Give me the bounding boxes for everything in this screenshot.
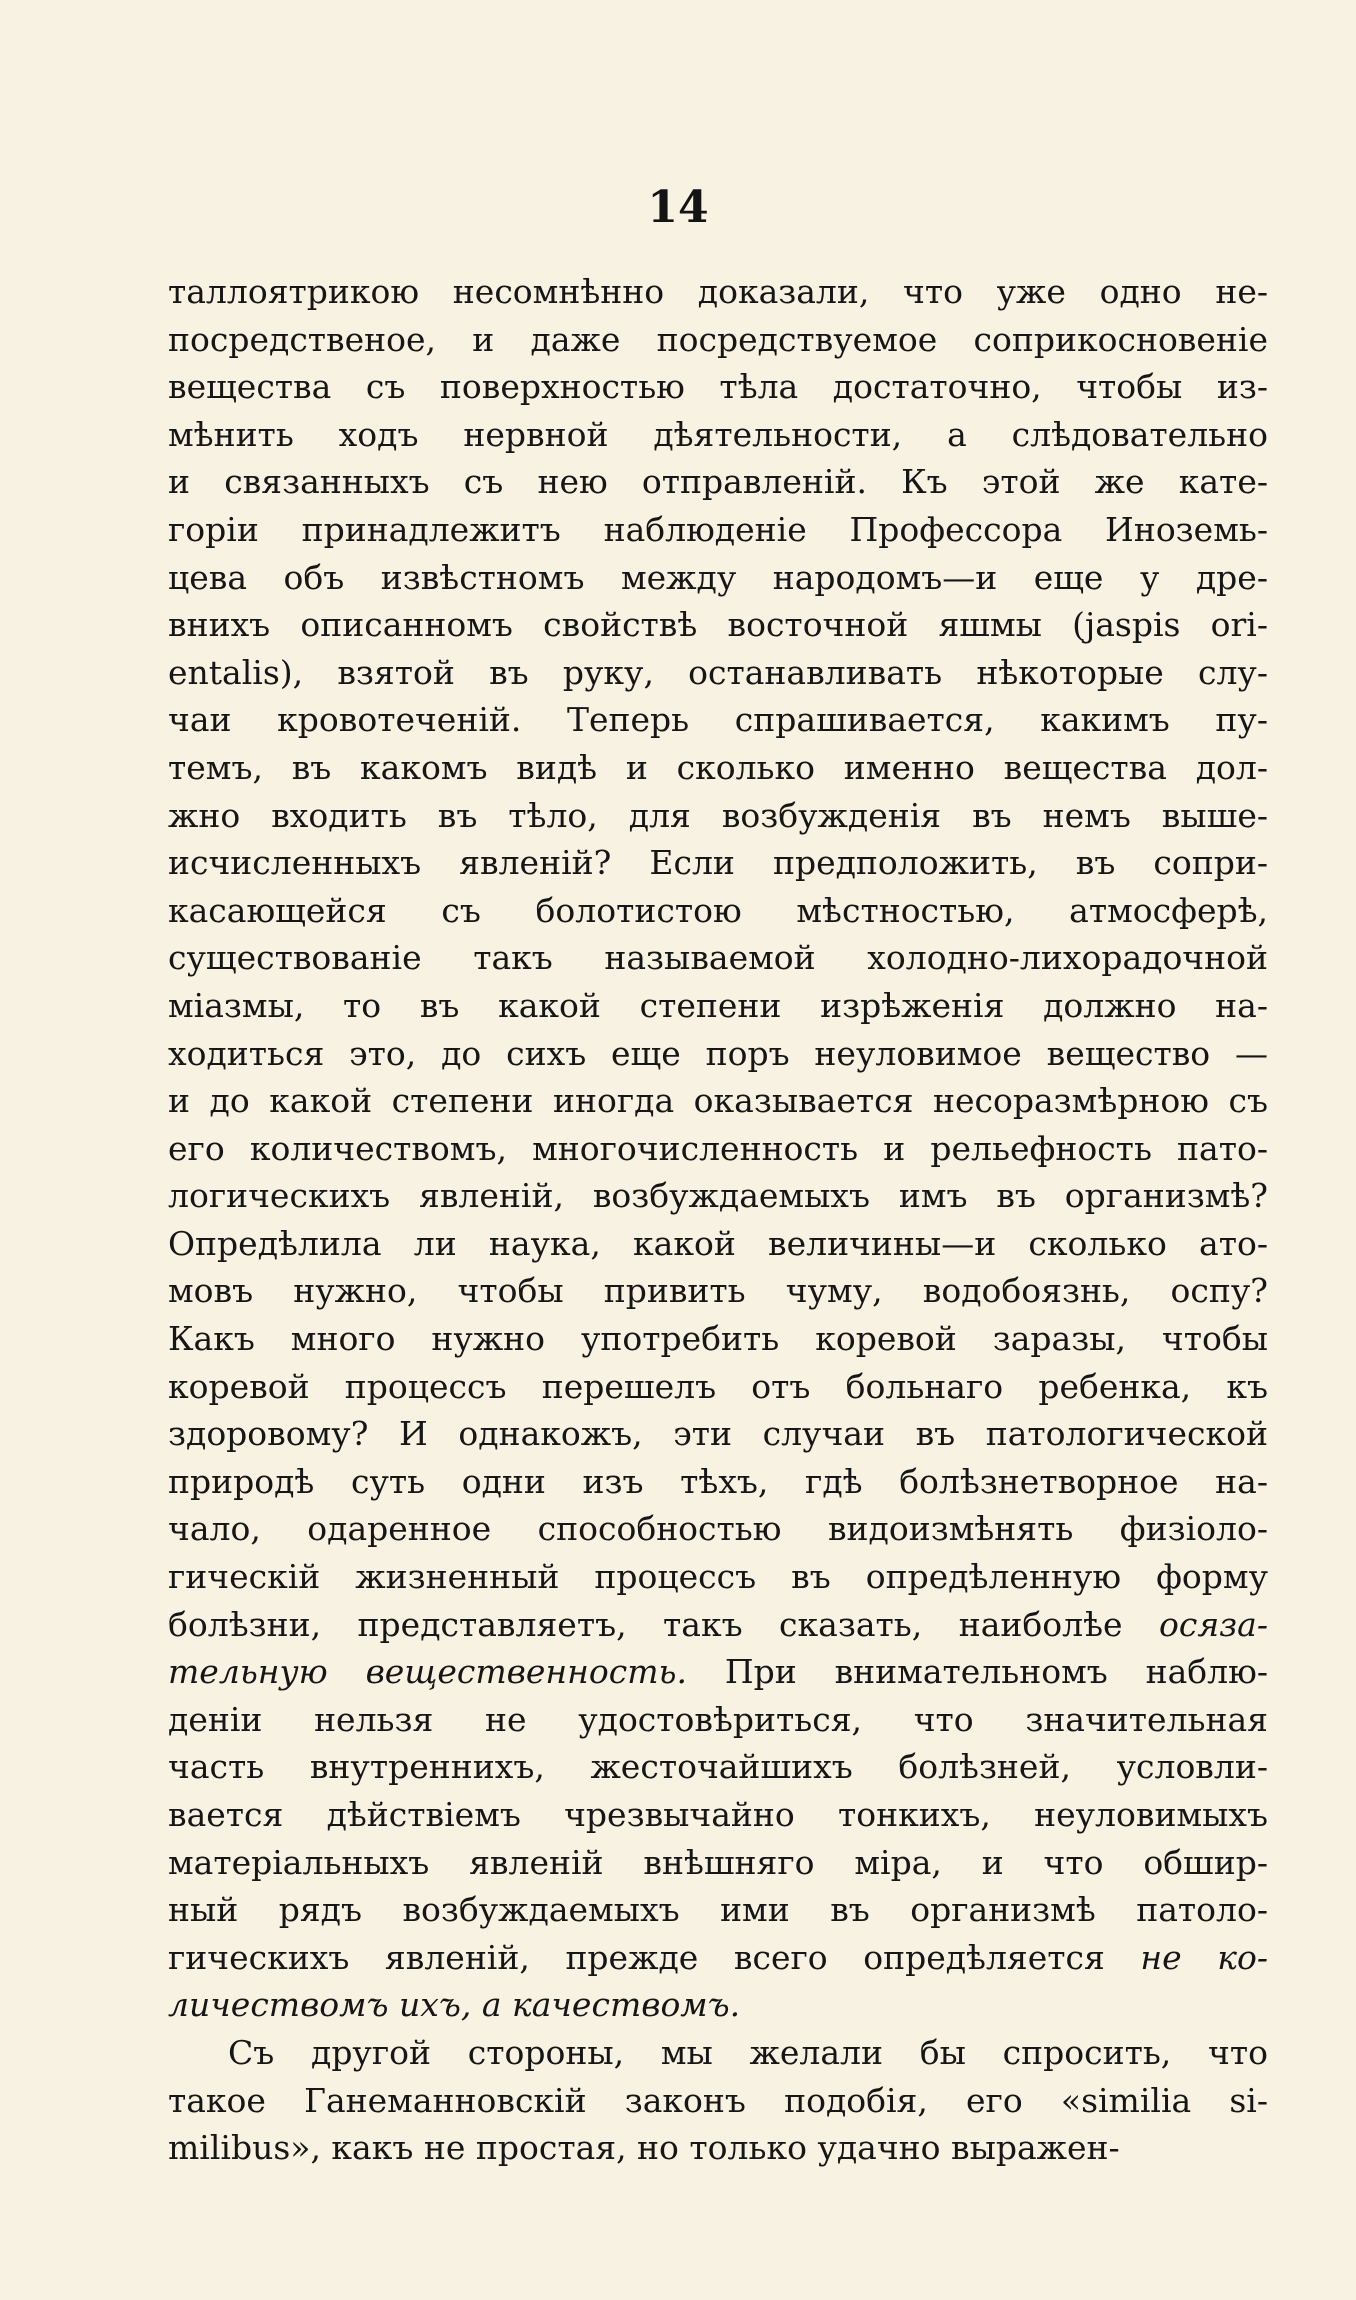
text-line — [168, 1220, 1268, 1268]
text-run: гическихъ явленій, прежде всего опредѣляется — [168, 1937, 1141, 1977]
text-run: ный рядъ возбуждаемыхъ ими въ организмѣ патоло- — [168, 1890, 1268, 1930]
italic-text: тельную вещественность. — [168, 1652, 687, 1692]
text-line — [168, 839, 1268, 887]
text-run: мѣнить ходъ нервной дѣятельности, а слѣдовательно — [168, 414, 1268, 454]
text-line — [168, 792, 1268, 840]
text-line — [168, 1410, 1268, 1458]
text-run: вещества съ поверхностью тѣла достаточно, чтобы из- — [168, 367, 1268, 407]
text-line — [168, 363, 1268, 411]
text-run: чало, одаренное способностью видоизмѣнять физіоло- — [168, 1509, 1268, 1549]
text-run: цева объ извѣстномъ между народомъ—и еще у дре- — [168, 557, 1268, 597]
text-run: мовъ нужно, чтобы привить чуму, водобоязнь, оспу? — [168, 1271, 1268, 1311]
text-line — [168, 458, 1268, 506]
text-run: такое Ганеманновскій законъ подобія, его «similia si- — [168, 2080, 1268, 2120]
text-line — [168, 1505, 1268, 1553]
text-run: существованіе такъ называемой холодно-лихорадочной — [168, 938, 1268, 978]
text-line — [168, 1553, 1268, 1601]
text-run: его количествомъ, многочисленность и рельефность пато- — [168, 1128, 1268, 1168]
text-line — [168, 1648, 1268, 1696]
text-run: При внимательномъ наблю- — [686, 1652, 1268, 1692]
text-run: посредственое, и даже посредствуемое соприкосновеніе — [168, 319, 1268, 359]
text-run: чаи кровотеченій. Теперь спрашивается, какимъ пу- — [168, 700, 1268, 740]
text-line — [168, 1601, 1268, 1649]
text-run: темъ, въ какомъ видѣ и сколько именно вещества дол- — [168, 747, 1268, 787]
text-run: внихъ описанномъ свойствѣ восточной яшмы (jaspis ori- — [168, 605, 1268, 645]
text-line — [168, 1172, 1268, 1220]
text-run: и до какой степени иногда оказывается несоразмѣрною съ — [168, 1081, 1268, 1121]
text-run: горіи принадлежитъ наблюденіе Профессора Иноземь- — [168, 509, 1268, 549]
text-line — [168, 1030, 1268, 1078]
text-line — [168, 506, 1268, 554]
text-run: и связанныхъ съ нею отправленій. Къ этой же кате- — [168, 462, 1268, 502]
text-line — [168, 1363, 1268, 1411]
italic-text: не ко- — [1140, 1937, 1268, 1977]
text-run: Опредѣлила ли наука, какой величины—и сколько ато- — [168, 1223, 1268, 1263]
text-line — [168, 1458, 1268, 1506]
text-run: вается дѣйствіемъ чрезвычайно тонкихъ, неуловимыхъ — [168, 1795, 1268, 1834]
text-run: таллоятрикою несомнѣнно доказали, что уже одно не- — [168, 272, 1268, 311]
text-line — [168, 2124, 1268, 2172]
text-run: природѣ суть одни изъ тѣхъ, гдѣ болѣзнетворное на- — [168, 1461, 1268, 1501]
text-line — [168, 1077, 1268, 1125]
text-line — [168, 316, 1268, 364]
text-run: часть внутреннихъ, жесточайшихъ болѣзней, условли- — [168, 1747, 1268, 1787]
text-run: entalis), взятой въ руку, останавливать нѣкоторые слу- — [168, 652, 1268, 692]
text-line — [168, 268, 1268, 316]
page-number: 14 — [647, 182, 709, 233]
text-line — [168, 982, 1268, 1030]
text-line — [168, 649, 1268, 697]
text-line — [168, 1125, 1268, 1173]
text-line — [168, 1267, 1268, 1315]
text-run: жно входить въ тѣло, для возбужденія въ немъ выше- — [168, 795, 1268, 835]
text-line — [168, 696, 1268, 744]
text-run: касающейся съ болотистою мѣстностью, атмосферѣ, — [168, 890, 1268, 930]
text-line — [168, 744, 1268, 792]
text-run: болѣзни, представляетъ, такъ сказать, наиболѣе — [168, 1604, 1159, 1644]
text-run: деніи нельзя не удостовѣриться, что значительная — [168, 1699, 1268, 1739]
text-run: исчисленныхъ явленій? Если предположить, въ сопри- — [168, 843, 1268, 883]
text-line — [168, 1315, 1268, 1363]
text-line — [168, 1839, 1268, 1887]
text-run: коревой процессъ перешелъ отъ больнаго ребенка, къ — [168, 1366, 1268, 1406]
text-run: здоровому? И однакожъ, эти случаи въ патологической — [168, 1414, 1268, 1454]
text-line — [168, 1791, 1268, 1839]
text-line — [168, 934, 1268, 982]
text-line — [168, 887, 1268, 935]
text-run: гическій жизненный процессъ въ опредѣленную форму — [168, 1557, 1268, 1597]
text-run: міазмы, то въ какой степени изрѣженія должно на- — [168, 985, 1268, 1025]
italic-text: осяза- — [1158, 1604, 1268, 1644]
text-line — [168, 1696, 1268, 1744]
text-run: milibus», какъ не простая, но только удачно выражен- — [168, 2128, 1120, 2168]
text-line — [168, 411, 1268, 459]
text-run: ходиться это, до сихъ еще поръ неуловимое вещество — — [168, 1033, 1268, 1073]
text-run: матеріальныхъ явленій внѣшняго міра, и что обшир- — [168, 1842, 1268, 1882]
text-line — [168, 554, 1268, 602]
text-line — [168, 2029, 1268, 2077]
text-run: Какъ много нужно употребить коревой заразы, чтобы — [168, 1319, 1268, 1359]
text-line — [168, 1981, 1268, 2029]
text-line — [168, 1743, 1268, 1791]
italic-text: личествомъ ихъ, а качествомъ. — [168, 1985, 741, 2025]
text-line — [168, 2077, 1268, 2125]
body-text — [168, 268, 1268, 2172]
text-line — [168, 1934, 1268, 1982]
text-line — [168, 1886, 1268, 1934]
text-line — [168, 601, 1268, 649]
text-run: Съ другой стороны, мы желали бы спросить, что — [228, 2032, 1268, 2072]
text-run: логическихъ явленій, возбуждаемыхъ имъ въ организмѣ? — [168, 1176, 1268, 1216]
